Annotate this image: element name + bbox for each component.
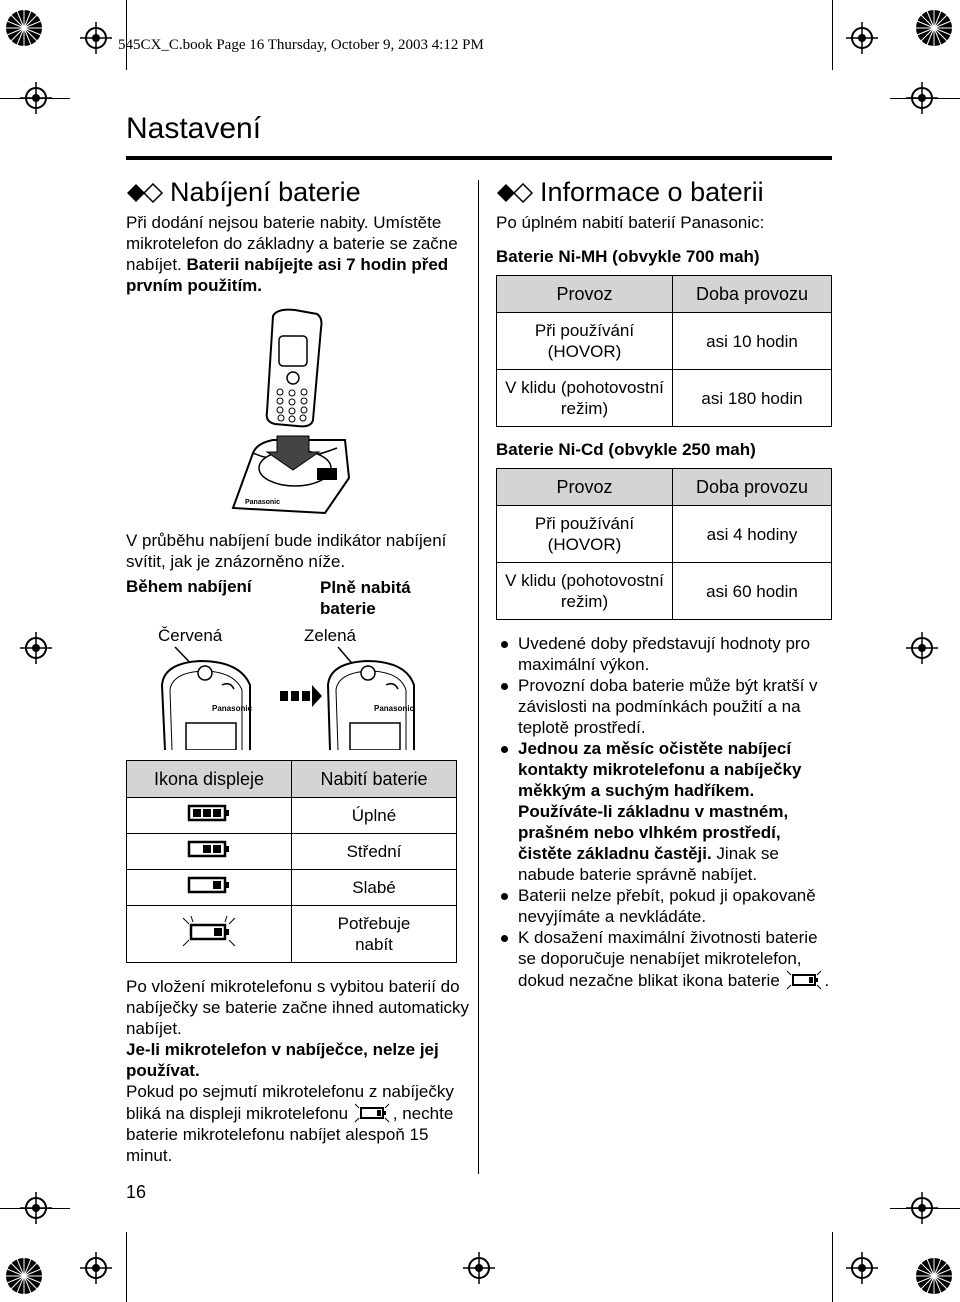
handset-brand-right: Panasonic [374, 704, 415, 713]
table-row [497, 563, 832, 620]
registration-mark-top-left [80, 22, 112, 54]
starburst-mark-bottom-right [914, 1256, 954, 1296]
starburst-mark-bottom-left [4, 1256, 44, 1296]
charging-intro-normal: Při dodání nejsou baterie nabity. Umístěte mikrotelefon do základny a baterie se začne nabíjet. [126, 213, 458, 274]
nicd-mode-header: Provoz [497, 469, 673, 506]
after-insert-normal: Po vložení mikrotelefonu s vybitou baterií do nabíječky se baterie začne ihned automaticky nabíjet. [126, 977, 470, 1038]
table-row [497, 370, 832, 427]
charge-level-text: Úplné [292, 798, 457, 834]
battery-blinking-icon [353, 1102, 393, 1124]
table-row [127, 870, 457, 906]
after-insert-blink-a: Pokud po sejmutí mikrotelefonu z nabíječky bliká na displeji mikrotelefonu [126, 1082, 454, 1123]
handset-brand-left: Panasonic [212, 704, 253, 713]
battery-info-intro: Po úplném nabití baterií Panasonic: [496, 213, 765, 232]
list-item [497, 738, 837, 885]
lifetime-note-b: . [824, 971, 830, 990]
charger-brand: Panasonic [245, 499, 281, 506]
after-insert-blink-b: , nechte baterie mikrotelefonu nabíjet alespoň 15 minut. [126, 1104, 454, 1165]
after-insert-blink [126, 1081, 471, 1166]
charging-intro-bold: Baterii nabíjejte asi 7 hodin před prvním použitím. [126, 255, 449, 295]
green-label: Zelená [304, 626, 356, 645]
nicd-table [496, 468, 832, 620]
charging-title-text: Nabíjení baterie [170, 177, 361, 207]
indicator-text: V průběhu nabíjení bude indikátor nabíjení svítit, jak je znázorněno níže. [126, 531, 447, 571]
crop-line [890, 98, 960, 99]
crop-line [890, 1208, 960, 1209]
battery-empty-blinking-icon [127, 906, 292, 963]
mode-cell: Při používání (HOVOR) [497, 313, 673, 370]
battery-medium-icon [127, 834, 292, 870]
time-cell: asi 180 hodin [673, 370, 832, 427]
column-divider [478, 180, 479, 1174]
registration-mark-top-right [846, 22, 878, 54]
nimh-time-header: Doba provozu [673, 276, 832, 313]
battery-notes-list [497, 633, 837, 991]
nicd-title: Baterie Ni-Cd (obvykle 250 mah) [496, 440, 756, 459]
title-rule [126, 156, 832, 160]
time-cell: asi 60 hodin [673, 563, 832, 620]
battery-blinking-icon [785, 969, 825, 991]
list-item: Uvedené doby představují hodnoty pro maximální výkon. [497, 633, 837, 675]
battery-info-title-text: Informace o baterii [540, 177, 764, 207]
diamond-bullet-icon [126, 183, 164, 203]
crop-line [0, 98, 70, 99]
battery-low-icon [127, 870, 292, 906]
registration-mark-right-middle [906, 632, 938, 664]
nimh-table [496, 275, 832, 427]
crop-line [832, 0, 833, 70]
crop-line [126, 1232, 127, 1302]
starburst-mark-top-right [914, 8, 954, 48]
after-insert-text [126, 976, 471, 1166]
handset-charger-illustration [225, 308, 355, 523]
time-cell: asi 4 hodiny [673, 506, 832, 563]
mode-cell: V klidu (pohotovostní režim) [497, 370, 673, 427]
battery-full-icon [127, 798, 292, 834]
book-header: 545CX_C.book Page 16 Thursday, October 9, 2003 4:12 PM [118, 37, 484, 53]
crop-line [832, 1232, 833, 1302]
after-insert-bold: Je-li mikrotelefon v nabíječce, nelze jej používat. [126, 1040, 439, 1080]
charging-indicator-illustration [150, 645, 450, 755]
registration-mark-left-middle [20, 632, 52, 664]
charging-section-title [126, 177, 361, 208]
table-row [497, 313, 832, 370]
registration-mark-bottom-left [80, 1252, 112, 1284]
red-label: Červená [158, 626, 223, 645]
battery-icon-table [126, 760, 457, 963]
charge-column-header: Nabití baterie [292, 761, 457, 798]
crop-line [126, 0, 127, 70]
during-charging-label: Během nabíjení [126, 577, 252, 596]
list-item: Provozní doba baterie může být kratší v závislosti na podmínkách použití a na teplotě prostředí. [497, 675, 837, 738]
page-title: Nastavení [126, 112, 262, 145]
list-item [497, 927, 837, 991]
cleaning-note-normal: Jinak se nabude baterie správně nabíjet. [518, 844, 779, 884]
time-cell: asi 10 hodin [673, 313, 832, 370]
registration-mark-bottom-center [463, 1252, 495, 1284]
nimh-mode-header: Provoz [497, 276, 673, 313]
battery-info-section-title [496, 177, 764, 208]
mode-cell: Při používání (HOVOR) [497, 506, 673, 563]
fully-charged-label: Plně nabitá baterie [320, 578, 411, 618]
charge-level-text: Potřebuje nabít [292, 906, 457, 963]
page-number: 16 [126, 1182, 147, 1202]
charge-level-text: Slabé [292, 870, 457, 906]
nimh-title: Baterie Ni-MH (obvykle 700 mah) [496, 247, 760, 266]
list-item: Baterii nelze přebít, pokud ji opakovaně nevyjímáte a nevkládáte. [497, 885, 837, 927]
cleaning-note-bold: Jednou za měsíc očistěte nabíjecí kontakty mikrotelefonu a nabíječky měkkým a suchým hadříkem. Používáte-li základnu v mastném, prašném nebo vlhkém prostředí, čistěte základnu častěji. [518, 739, 802, 863]
icon-column-header: Ikona displeje [127, 761, 292, 798]
starburst-mark-top-left [4, 8, 44, 48]
mode-cell: V klidu (pohotovostní režim) [497, 563, 673, 620]
charging-intro [126, 212, 466, 296]
table-row [497, 506, 832, 563]
table-row [127, 906, 457, 963]
lifetime-note-a: K dosažení maximální životnosti baterie se doporučuje nenabíjet mikrotelefon, dokud nezačne blikat ikona baterie [518, 928, 818, 990]
charge-level-text: Střední [292, 834, 457, 870]
nicd-time-header: Doba provozu [673, 469, 832, 506]
registration-mark-bottom-right [846, 1252, 878, 1284]
table-row [127, 834, 457, 870]
table-row [127, 798, 457, 834]
diamond-bullet-icon [496, 183, 534, 203]
crop-line [0, 1208, 70, 1209]
